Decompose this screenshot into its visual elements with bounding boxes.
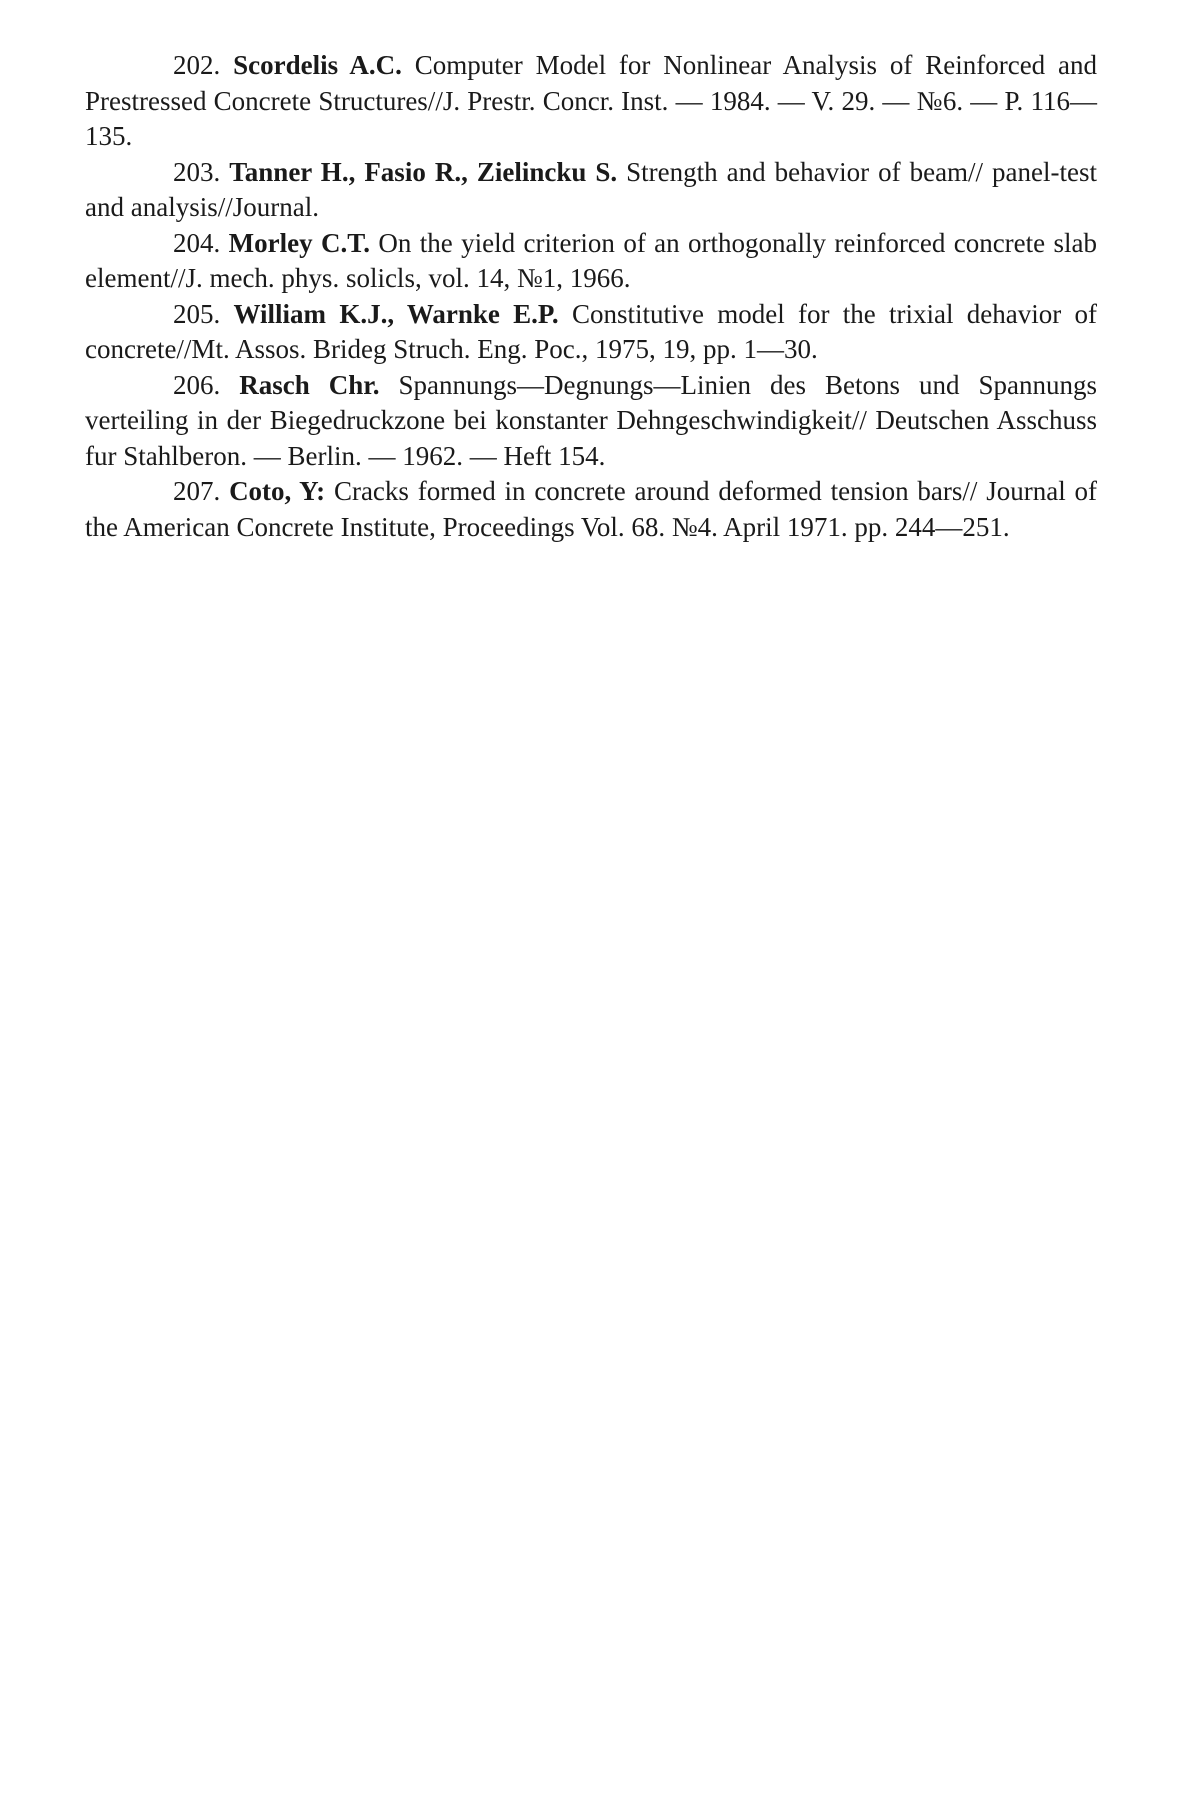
reference-text: Spannungs—Degnungs—Linien des Betons und Spannungs verteiling in der Biegedruckzone bei konstanter Dehngeschwindigkeit// Deutschen Asschuss fur Stahlberon. — Berlin. — 1962. — Heft 154. xyxy=(85,369,1097,471)
reference-list xyxy=(85,48,1097,545)
reference-number: 204. xyxy=(173,227,221,258)
reference-authors: William K.J., Warnke E.P. xyxy=(233,298,559,329)
reference-203 xyxy=(85,155,1097,226)
reference-205 xyxy=(85,297,1097,368)
reference-202 xyxy=(85,48,1097,155)
reference-number: 205. xyxy=(173,298,221,329)
reference-text: Cracks formed in concrete around deformed tension bars// Journal of the American Concrete Institute, Proceedings Vol. 68. №4. April 1971. pp. 244—251. xyxy=(85,476,1097,542)
reference-authors: Tanner H., Fasio R., Zielincku S. xyxy=(229,156,618,187)
reference-number: 206. xyxy=(173,369,221,400)
reference-number: 202. xyxy=(173,50,221,80)
reference-text: On the yield criterion of an orthogonally reinforced concrete slab element//J. mech. phys. solicls, vol. 14, №1, 1966. xyxy=(85,227,1098,293)
reference-number: 203. xyxy=(173,156,221,187)
reference-authors: Rasch Chr. xyxy=(239,369,380,400)
reference-text: Constitutive model for the trixial dehavior of concrete//Mt. Assos. Brideg Struch. Eng. Poc., 1975, 19, pp. 1—30. xyxy=(85,298,1098,364)
reference-204 xyxy=(85,226,1097,297)
reference-207 xyxy=(85,474,1097,545)
reference-number: 207. xyxy=(173,476,221,506)
reference-206 xyxy=(85,368,1097,475)
reference-authors: Scordelis A.C. xyxy=(233,50,402,80)
reference-text: Computer Model for Nonlinear Analysis of Reinforced and Prestressed Concrete Structures//J. Prestr. Concr. Inst. — 1984. — V. 29. — №6. — P. 116—135. xyxy=(85,50,1097,151)
reference-text: Strength and behavior of beam// panel-test and analysis//Journal. xyxy=(85,156,1098,222)
reference-authors: Coto, Y: xyxy=(229,476,326,506)
reference-authors: Morley C.T. xyxy=(228,227,370,258)
